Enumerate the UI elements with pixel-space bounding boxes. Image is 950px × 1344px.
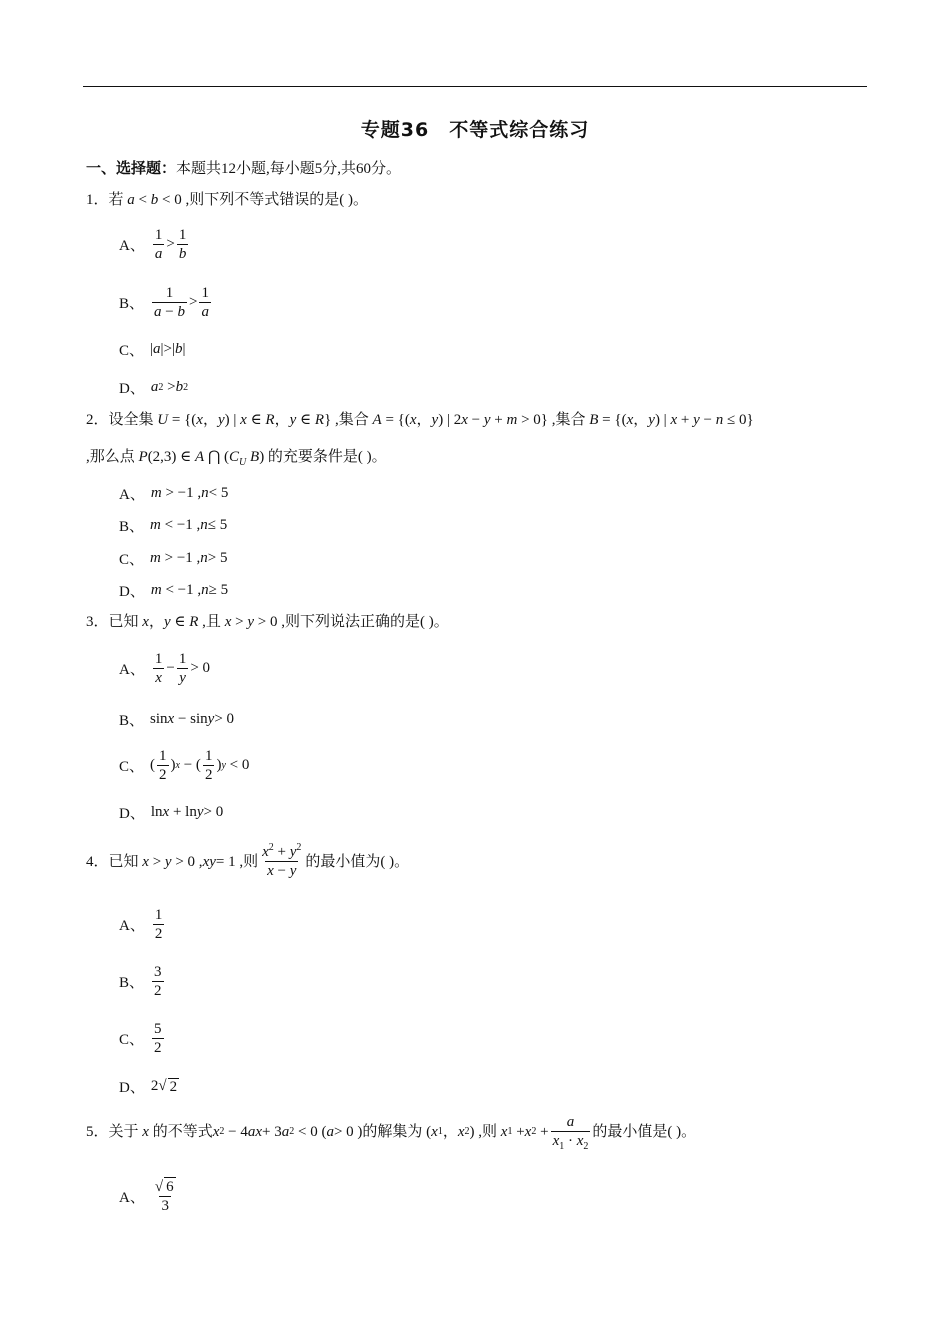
- question-3-option-b[interactable]: B、 sin x − sin y > 0: [119, 711, 235, 729]
- question-3-option-c[interactable]: C、 ( $\frac{1}{2}$ ) x − ( $\frac{1}{2}$ ) y < 0: [119, 748, 250, 783]
- question-2-option-a[interactable]: A、 m > −1 , n < 5: [119, 485, 229, 503]
- question-5-stem: 5． 关于 x 的不等式 x 2 − 4 ax + 3 a 2 < 0 ( a > 0 )的解集为 ( x 1 ， x 2 ) ,则 x 1 + x 2 + $\frac{a}{x_1 \cdot x_2}$ 的最小值是( )。: [86, 1114, 697, 1152]
- question-2-stem-cont: ,那么点 P(2,3) ∈ A ⋂ ($C_U$ B) 的充要条件是( )。: [86, 449, 387, 468]
- question-3-option-d[interactable]: D、 ln x + ln y > 0: [119, 804, 224, 822]
- question-4-option-b[interactable]: B、 $\frac{3}{2}$: [119, 964, 162, 999]
- question-3-option-a[interactable]: A、 $\frac{1}{x}$ − $\frac{1}{y}$ > 0: [119, 651, 211, 686]
- question-2-option-c[interactable]: C、 m > −1 , n > 5: [119, 550, 228, 568]
- question-2-option-d[interactable]: D、 m < −1 , n ≥ 5: [119, 582, 229, 600]
- question-4-stem: 4． 已知 x > y > 0 , xy = 1 ,则 $\frac{x^2 + y^2}{x - y}$ 的最小值为( )。: [86, 842, 410, 879]
- question-3-stem: 3．已知 x，y ∈ R ,且 x > y > 0 ,则下列说法正确的是( )。: [86, 614, 449, 630]
- question-5-option-a[interactable]: A、 $\frac{√ 6}{3}$: [119, 1179, 174, 1214]
- section-heading: [86, 158, 401, 179]
- question-1-option-a[interactable]: A、 $\frac{1}{a}$ > $\frac{1}{b}$: [119, 227, 187, 262]
- question-1-option-d[interactable]: D、 a 2 > b 2: [119, 379, 189, 397]
- section-label: 一、选择题：: [86, 159, 177, 177]
- question-1-stem: 1．若 a < b < 0 ,则下列不等式错误的是( )。: [86, 192, 368, 208]
- question-2-stem: 2．设全集 U = {(x，y) | x ∈ R，y ∈ R} ,集合 A = {(x，y) | 2x − y + m > 0} ,集合 B = {(x，y) | x + y − n ≤ 0}: [86, 412, 754, 428]
- page-title: 专题36 不等式综合练习: [360, 119, 590, 141]
- question-1-option-c[interactable]: C、 | a |>| b |: [119, 341, 186, 359]
- header-rule: [83, 86, 867, 87]
- question-4-option-a[interactable]: A、 $\frac{1}{2}$: [119, 907, 163, 942]
- question-2-option-b[interactable]: B、 m < −1 , n ≤ 5: [119, 517, 228, 535]
- question-4-option-d[interactable]: D、 2√ 2: [119, 1078, 178, 1096]
- section-desc: 本题共12小题,每小题5分,共60分。: [176, 161, 402, 177]
- question-4-option-c[interactable]: C、 $\frac{5}{2}$: [119, 1021, 162, 1056]
- question-1-option-b[interactable]: B、 $\frac{1}{a - b}$ > $\frac{1}{a}$: [119, 285, 209, 320]
